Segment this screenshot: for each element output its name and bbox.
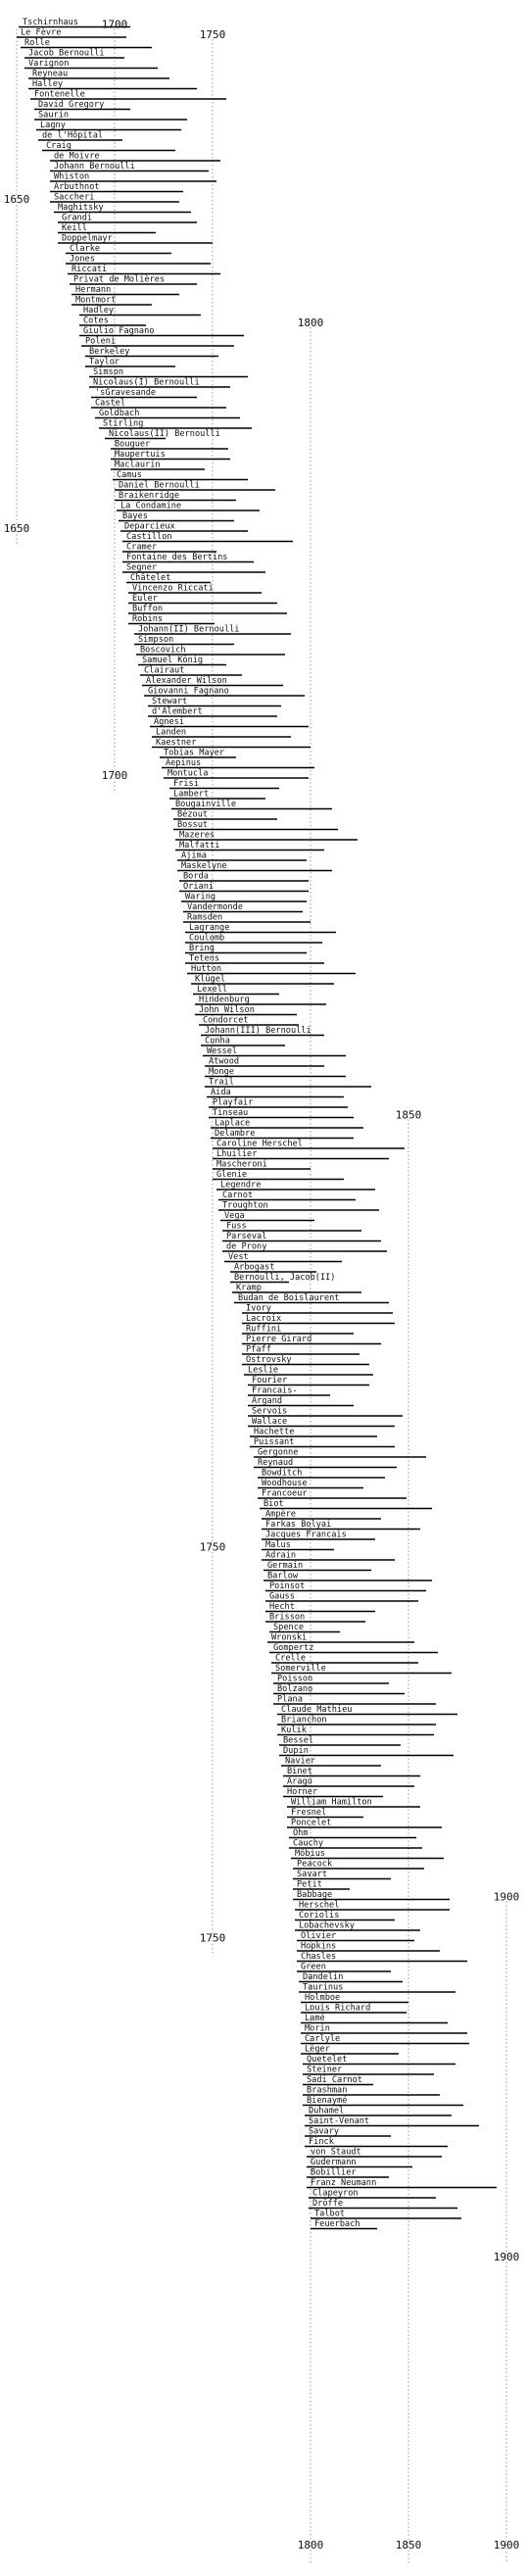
person-name-label: Robins xyxy=(132,614,164,624)
person-name-label: de l'Hôpital xyxy=(42,130,104,141)
person-name-label: Hindenburg xyxy=(199,995,250,1005)
year-tick-labels xyxy=(4,19,520,2552)
person-name-label: Atwood xyxy=(209,1056,240,1067)
person-name-label: David Gregory xyxy=(38,100,105,110)
person-name-label: Poisson xyxy=(277,1674,313,1684)
person-name-label: Chasles xyxy=(301,1952,337,1962)
person-name-label: Crelle xyxy=(275,1653,307,1664)
person-name-label: Hachette xyxy=(254,1427,295,1437)
person-name-label: Green xyxy=(301,1962,326,1972)
person-name-label: Malfatti xyxy=(179,841,220,851)
tick-label-1850: 1850 xyxy=(395,2539,422,2552)
person-name-label: Maupertuis xyxy=(115,450,166,460)
person-name-label: Horner xyxy=(287,1787,318,1797)
person-name-label: Waring xyxy=(185,892,216,902)
person-name-label: de Moivre xyxy=(54,151,100,162)
person-name-label: Lacroix xyxy=(246,1314,282,1324)
person-name-label: Ruffini xyxy=(246,1324,282,1335)
person-name-label: Jones xyxy=(70,254,95,265)
person-name-label: Mazeres xyxy=(179,830,216,841)
tick-label-1750: 1750 xyxy=(199,28,226,41)
person-name-label: Johann(III) Bernoulli xyxy=(205,1026,311,1036)
person-name-label: Castel xyxy=(95,398,126,409)
person-name-label: Argand xyxy=(252,1396,283,1406)
person-name-label: William Hamilton xyxy=(291,1797,372,1808)
tick-label-1700: 1700 xyxy=(101,18,128,31)
person-name-label: Kramp xyxy=(236,1283,262,1293)
person-name-label: Maclaurin xyxy=(115,460,161,470)
person-name-label: Bossut xyxy=(177,820,209,830)
person-name-label: Babbage xyxy=(297,1890,333,1900)
person-name-label: Saint-Venant xyxy=(309,2116,370,2126)
person-name-label: Lagny xyxy=(40,121,66,130)
person-name-label: Poinsot xyxy=(269,1581,306,1591)
person-name-label: Puissant xyxy=(254,1437,295,1447)
person-name-label: Petit xyxy=(297,1879,322,1890)
person-name-label: Euler xyxy=(132,594,158,604)
person-name-label: Plana xyxy=(277,1694,303,1705)
person-name-label: Riccati xyxy=(72,265,108,274)
person-name-label: Cunha xyxy=(205,1036,230,1046)
person-name-label: Frisi xyxy=(173,779,199,789)
person-name-label: Lexell xyxy=(197,985,228,995)
person-name-label: Daniel Bernoulli xyxy=(119,480,200,491)
person-name-label: d'Alembert xyxy=(152,706,203,717)
person-name-label: Brianchon xyxy=(281,1715,327,1725)
person-name-label: Castillon xyxy=(126,532,172,542)
person-name-label: Francoeur xyxy=(262,1488,308,1499)
person-name-label: Adrain xyxy=(265,1550,297,1561)
person-name-label: Saurin xyxy=(38,110,70,121)
person-name-label: Lambert xyxy=(173,789,210,800)
person-name-label: Clairaut xyxy=(144,665,185,676)
person-name-label: Aida xyxy=(211,1088,231,1097)
person-name-label: Legendre xyxy=(220,1180,262,1191)
person-name-label: Maghitsky xyxy=(58,203,104,213)
person-name-label: Möbius xyxy=(295,1849,326,1859)
person-name-label: Kulik xyxy=(281,1725,307,1735)
person-name-label: Brashman xyxy=(307,2085,348,2096)
tick-label-1900: 1900 xyxy=(493,2251,520,2263)
person-name-label: Savary xyxy=(309,2126,340,2137)
person-name-label: Keill xyxy=(62,223,87,233)
person-name-label: Stirling xyxy=(103,418,144,429)
person-name-label: Fourier xyxy=(252,1376,288,1385)
person-name-label: Playfair xyxy=(213,1097,254,1108)
person-name-label: Clapeyron xyxy=(312,2188,359,2199)
person-name-label: Taurinus xyxy=(303,1982,344,1993)
person-name-label: Laplace xyxy=(215,1118,251,1129)
person-name-label: Bolzano xyxy=(277,1684,313,1694)
tick-label-1900: 1900 xyxy=(493,1890,520,1904)
person-name-label: Pfaff xyxy=(246,1344,271,1355)
person-name-label: Barlow xyxy=(267,1571,299,1581)
person-name-label: Segner xyxy=(126,562,158,573)
person-name-label: Poleni xyxy=(85,336,117,347)
person-name-label: Alexander Wilson xyxy=(146,676,227,686)
person-name-label: Pierre Girard xyxy=(246,1335,312,1344)
person-name-label: Navier xyxy=(285,1756,316,1767)
person-name-label: Condorcet xyxy=(203,1015,249,1026)
person-name-label: Peacock xyxy=(297,1859,333,1870)
person-name-label: Lobachevsky xyxy=(299,1920,355,1931)
person-name-label: Dupin xyxy=(283,1746,309,1756)
person-name-label: Spence xyxy=(273,1623,305,1632)
person-name-label: von Staudt xyxy=(311,2147,361,2158)
person-name-label: Wallace xyxy=(252,1417,288,1427)
person-name-label: Jacques Francais xyxy=(265,1530,347,1540)
person-name-label: Troughton xyxy=(222,1200,268,1211)
tick-label-1650: 1650 xyxy=(3,193,30,206)
person-name-label: Ajima xyxy=(181,851,207,861)
person-name-label: Savart xyxy=(297,1870,328,1879)
person-name-label: Craig xyxy=(46,141,72,151)
person-name-label: Arbuthnot xyxy=(54,182,100,192)
person-name-label: Braikenridge xyxy=(119,491,180,501)
person-name-label: Lamé xyxy=(305,2014,325,2023)
person-name-label: Olivier xyxy=(301,1931,337,1941)
person-name-label: Ohm xyxy=(293,1828,309,1838)
person-name-label: Tschirnhaus xyxy=(23,18,78,27)
person-name-label: Parseval xyxy=(226,1232,267,1241)
person-name-label: Tinseau xyxy=(213,1108,249,1118)
person-name-label: Bouguer xyxy=(115,439,151,450)
person-name-label: Giulio Fagnano xyxy=(83,326,155,336)
person-name-label: Samuel König xyxy=(142,656,204,665)
person-name-label: Finck xyxy=(309,2137,334,2147)
person-name-label: Herschel xyxy=(299,1900,340,1911)
tick-label-1700: 1700 xyxy=(101,769,128,782)
person-name-label: Bayes xyxy=(122,511,148,521)
tick-label-1900: 1900 xyxy=(493,2539,520,2552)
person-name-label: Louis Richard xyxy=(305,2003,371,2014)
person-name-label: Taylor xyxy=(89,357,120,367)
person-name-label: Dröffe xyxy=(312,2199,344,2209)
person-name-label: Bézout xyxy=(177,809,209,820)
person-name-label: Oriani xyxy=(183,882,215,892)
person-name-label: Grandi xyxy=(62,213,93,223)
person-name-label: Hopkins xyxy=(301,1941,337,1952)
person-name-label: Arago xyxy=(287,1776,312,1787)
person-name-label: Hermann xyxy=(75,285,112,295)
person-name-label: John Wilson xyxy=(199,1005,255,1015)
person-name-label: Saccheri xyxy=(54,192,95,203)
person-name-label: Sadi Carnot xyxy=(307,2075,362,2085)
person-name-label: Maskelyne xyxy=(181,861,227,871)
person-name-label: Vandermonde xyxy=(187,902,243,912)
person-name-label: Nicolaus(I) Bernoulli xyxy=(93,377,200,388)
person-name-label: Leslie xyxy=(248,1365,279,1376)
person-name-label: Ampère xyxy=(265,1509,297,1520)
person-name-label: Simson xyxy=(93,367,124,377)
person-name-label: Arbogast xyxy=(234,1262,275,1273)
person-name-label: Deparcieux xyxy=(124,521,175,532)
person-name-label: Bring xyxy=(189,944,215,953)
person-name-label: Léger xyxy=(305,2044,330,2055)
tick-label-1850: 1850 xyxy=(395,1108,422,1122)
person-name-label: Bienaymé xyxy=(307,2096,348,2106)
person-name-label: Vincenzo Riccati xyxy=(132,583,214,594)
person-name-label: Tetens xyxy=(189,953,220,964)
person-name-label: Varignon xyxy=(28,59,70,69)
person-name-label: Reynaud xyxy=(258,1458,294,1468)
person-name-label: Gompertz xyxy=(273,1643,314,1653)
tick-label-1750: 1750 xyxy=(199,1931,226,1945)
person-name-label: Doppelmayr xyxy=(62,233,113,244)
person-name-label: Aepinus xyxy=(166,758,202,768)
person-name-label: Malus xyxy=(265,1540,291,1550)
tick-label-1800: 1800 xyxy=(297,2539,324,2552)
person-name-label: Lagrange xyxy=(189,923,230,933)
person-name-label: Goldbach xyxy=(99,409,140,418)
person-name-label: 'sGravesande xyxy=(95,388,157,398)
person-name-label: Johann(II) Bernoulli xyxy=(138,624,240,635)
person-name-label: Dandelin xyxy=(303,1972,344,1982)
person-name-label: Duhamel xyxy=(309,2106,345,2116)
person-name-label: Steiner xyxy=(307,2065,343,2075)
person-name-label: Clarke xyxy=(70,244,101,254)
person-name-label: Cramer xyxy=(126,542,158,553)
person-name-label: Jacob Bernoulli xyxy=(28,48,105,59)
person-name-label: Binet xyxy=(287,1767,312,1776)
person-name-label: Budan de Boislaurent xyxy=(238,1293,340,1303)
person-name-label: Montmort xyxy=(75,295,117,306)
person-name-label: Feuerbach xyxy=(314,2219,360,2229)
name-labels xyxy=(21,18,376,2229)
person-name-label: Coulomb xyxy=(189,933,225,944)
person-name-label: Cotes xyxy=(83,316,109,326)
person-name-label: Fontaine des Bertins xyxy=(126,553,228,562)
person-name-label: Privat de Molières xyxy=(73,274,166,285)
person-name-label: Kaestner xyxy=(156,738,197,748)
person-name-label: Ivory xyxy=(246,1303,271,1314)
person-name-label: Carlyle xyxy=(305,2034,341,2044)
person-name-label: Biot xyxy=(264,1499,284,1509)
tick-label-1750: 1750 xyxy=(199,1540,226,1554)
person-name-label: Bobillier xyxy=(311,2167,357,2178)
person-name-label: Talbot xyxy=(314,2209,346,2219)
person-name-label: Lhuilier xyxy=(216,1149,258,1159)
person-name-label: Nicolaus(II) Bernoulli xyxy=(109,429,220,439)
person-name-label: Servois xyxy=(252,1406,288,1417)
person-name-label: Simpson xyxy=(138,635,174,645)
person-name-label: Wessel xyxy=(207,1046,238,1056)
person-name-label: Mascheroni xyxy=(216,1159,267,1170)
person-name-label: Gauss xyxy=(269,1591,295,1602)
person-name-label: Woodhouse xyxy=(262,1479,308,1488)
person-name-label: Vega xyxy=(224,1211,245,1221)
person-name-label: Cauchy xyxy=(293,1838,324,1849)
person-name-label: Ostrovsky xyxy=(246,1355,292,1365)
person-name-label: Berkeley xyxy=(89,347,130,357)
person-name-label: Claude Mathieu xyxy=(281,1705,353,1715)
person-name-label: Hutton xyxy=(191,964,222,974)
person-name-label: Gudermann xyxy=(311,2158,357,2167)
person-name-label: Rolle xyxy=(24,38,50,48)
person-name-label: Bougainville xyxy=(175,800,237,809)
person-name-label: Gergonne xyxy=(258,1447,299,1458)
person-name-label: Germain xyxy=(267,1561,304,1571)
person-name-label: Ramsden xyxy=(187,912,223,923)
person-name-label: Reyneau xyxy=(32,69,69,79)
person-name-label: Hadley xyxy=(83,306,115,316)
person-name-label: Camus xyxy=(117,470,142,480)
person-name-label: Glenie xyxy=(216,1170,248,1180)
person-name-label: Poncelet xyxy=(291,1818,332,1828)
person-name-label: Carnot xyxy=(222,1191,254,1200)
person-name-label: Landen xyxy=(156,727,187,738)
person-name-label: Delambre xyxy=(215,1129,256,1139)
person-name-label: Bowditch xyxy=(262,1468,303,1479)
person-name-label: Stewart xyxy=(152,697,188,706)
person-name-label: Wronski xyxy=(271,1632,308,1643)
person-name-label: Francais- xyxy=(252,1385,298,1396)
person-name-label: Brisson xyxy=(269,1612,306,1623)
person-name-label: Farkas Bolyai xyxy=(265,1520,332,1530)
person-name-label: Giovanni Fagnano xyxy=(148,686,229,697)
person-name-label: Vest xyxy=(228,1252,249,1262)
tick-label-1650: 1650 xyxy=(3,522,30,535)
person-name-label: Quetelet xyxy=(307,2055,348,2065)
person-name-label: Klügel xyxy=(195,974,226,985)
person-name-label: La Condamine xyxy=(120,501,182,511)
person-name-label: Holmboe xyxy=(305,1993,341,2003)
person-name-label: Morin xyxy=(305,2023,330,2034)
person-name-label: Somerville xyxy=(275,1664,326,1674)
person-name-label: Le Fèvre xyxy=(21,27,62,38)
person-name-label: Fuss xyxy=(226,1221,247,1232)
person-name-label: Bernoulli, Jacob(II) xyxy=(234,1273,336,1283)
person-name-label: Johann Bernoulli xyxy=(54,162,135,171)
person-name-label: Halley xyxy=(32,79,64,89)
person-name-label: Borda xyxy=(183,871,209,882)
person-name-label: Caroline Herschel xyxy=(216,1139,303,1149)
person-name-label: Châtelet xyxy=(130,573,171,583)
person-name-label: Fontenelle xyxy=(34,89,85,100)
person-name-label: Bessel xyxy=(283,1735,314,1746)
person-name-label: Tobias Mayer xyxy=(164,748,225,758)
person-name-label: Montucla xyxy=(168,768,209,779)
person-name-label: Fresnel xyxy=(291,1808,327,1818)
person-name-label: Agnesi xyxy=(154,717,185,727)
person-name-label: Buffon xyxy=(132,604,164,614)
person-name-label: Franz Neumann xyxy=(311,2178,377,2188)
person-name-label: Coriolis xyxy=(299,1911,340,1920)
tick-label-1800: 1800 xyxy=(297,316,324,329)
person-name-label: Hecht xyxy=(269,1602,295,1612)
person-name-label: Monge xyxy=(209,1067,234,1077)
person-name-label: Whiston xyxy=(54,171,90,182)
person-name-label: Boscovich xyxy=(140,645,186,656)
person-name-label: Trail xyxy=(209,1077,234,1088)
person-name-label: de Prony xyxy=(226,1241,267,1252)
